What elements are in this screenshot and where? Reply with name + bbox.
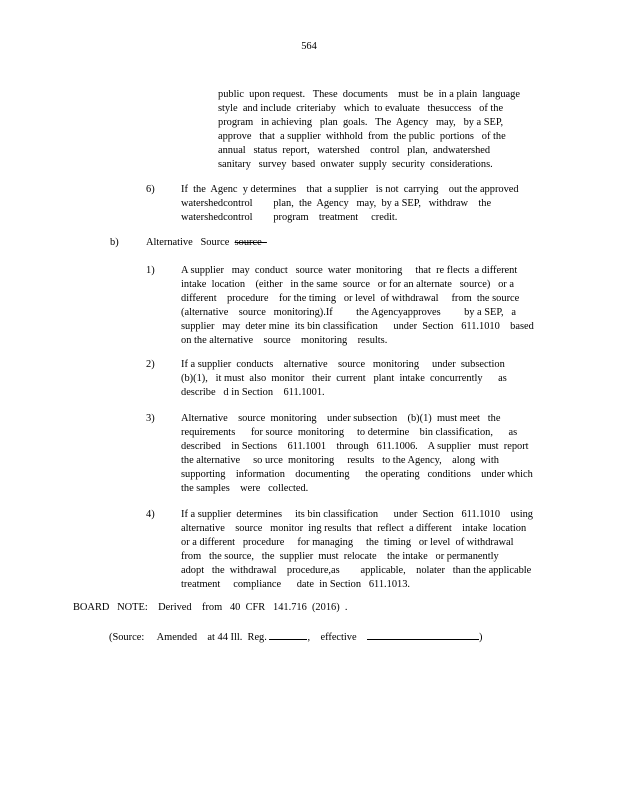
section-heading-line xyxy=(146,236,267,250)
text-line: requirements for source monitoring to determine bin classification, as xyxy=(181,427,518,438)
text-line: supporting information documenting the operating conditions under which xyxy=(181,469,533,480)
text-line: adopt the withdrawal procedure,as applicable, nolater than the applicable xyxy=(181,565,532,576)
text-line: or a different procedure for managing the timing or level of withdrawal xyxy=(181,537,514,548)
source-close: ) xyxy=(479,632,483,643)
text-line: (b)(1), it must also monitor their current plant intake concurrently as xyxy=(181,373,507,384)
source-line xyxy=(109,629,482,645)
item-label: 4) xyxy=(146,509,155,520)
section-heading: Alternative Source xyxy=(146,237,235,248)
section-label: b) xyxy=(110,237,119,248)
text-line: describe d in Section 611.1001. xyxy=(181,387,325,398)
text-line: alternative source monitor ing results that reflect a different intake location xyxy=(181,523,527,534)
text-line: different procedure for the timing or level of withdrawal from the source xyxy=(181,293,520,304)
struck-text: source xyxy=(234,237,267,248)
item-label: 1) xyxy=(146,265,155,276)
text-line: approve that a supplier withhold from the public portions of the xyxy=(218,131,506,142)
text-line: style and include criteriaby which to evaluate thesuccess of the xyxy=(218,103,504,114)
page-number: 564 xyxy=(301,41,317,52)
source-prefix: (Source: Amended at 44 Ill. Reg. xyxy=(109,632,267,643)
text-line: (alternative source monitoring).If the Agencyapproves by a SEP, a xyxy=(181,307,517,318)
item-label: 2) xyxy=(146,359,155,370)
text-line: from the source, the supplier must relocate the intake or permanently xyxy=(181,551,499,562)
text-line: intake location (either in the same source or for an alternate source) or a xyxy=(181,279,514,290)
text-line: watershedcontrol plan, the Agency may, by a SEP, withdraw the xyxy=(181,198,492,209)
item-label: 6) xyxy=(146,184,155,195)
text-line: on the alternative source monitoring results. xyxy=(181,335,388,346)
text-line: Alternative source monitoring under subsection (b)(1) must meet the xyxy=(181,413,501,424)
text-line: the samples were collected. xyxy=(181,483,309,494)
text-line: watershedcontrol program treatment credit. xyxy=(181,212,398,223)
source-effective: effective xyxy=(320,632,357,643)
text-line: the alternative so urce monitoring results to the Agency, along with xyxy=(181,455,499,466)
text-line: supplier may deter mine its bin classification under Section 611.1010 based xyxy=(181,321,534,332)
text-line: If a supplier conducts alternative source monitoring under subsection xyxy=(181,359,505,370)
text-line: annual status report, watershed control plan, andwatershed xyxy=(218,145,491,156)
text-line: described in Sections 611.1001 through 611.1006. A supplier must report xyxy=(181,441,529,452)
text-line: sanitary survey based onwater supply security considerations. xyxy=(218,159,493,170)
text-line: If a supplier determines its bin classification under Section 611.1010 using xyxy=(181,509,533,520)
register-page-blank xyxy=(269,629,307,640)
text-line: A supplier may conduct source water monitoring that re flects a different xyxy=(181,265,518,276)
text-line: public upon request. These documents must be in a plain language xyxy=(218,89,520,100)
text-line: program in achieving plan goals. The Agency may, by a SEP, xyxy=(218,117,504,128)
effective-date-blank xyxy=(367,629,479,640)
text-line: If the Agenc y determines that a supplier is not carrying out the approved xyxy=(181,184,519,195)
board-note: BOARD NOTE: Derived from 40 CFR 141.716 (2016) . xyxy=(73,602,348,613)
source-comma: , xyxy=(307,632,311,643)
item-label: 3) xyxy=(146,413,155,424)
text-line: treatment compliance date in Section 611.1013. xyxy=(181,579,411,590)
